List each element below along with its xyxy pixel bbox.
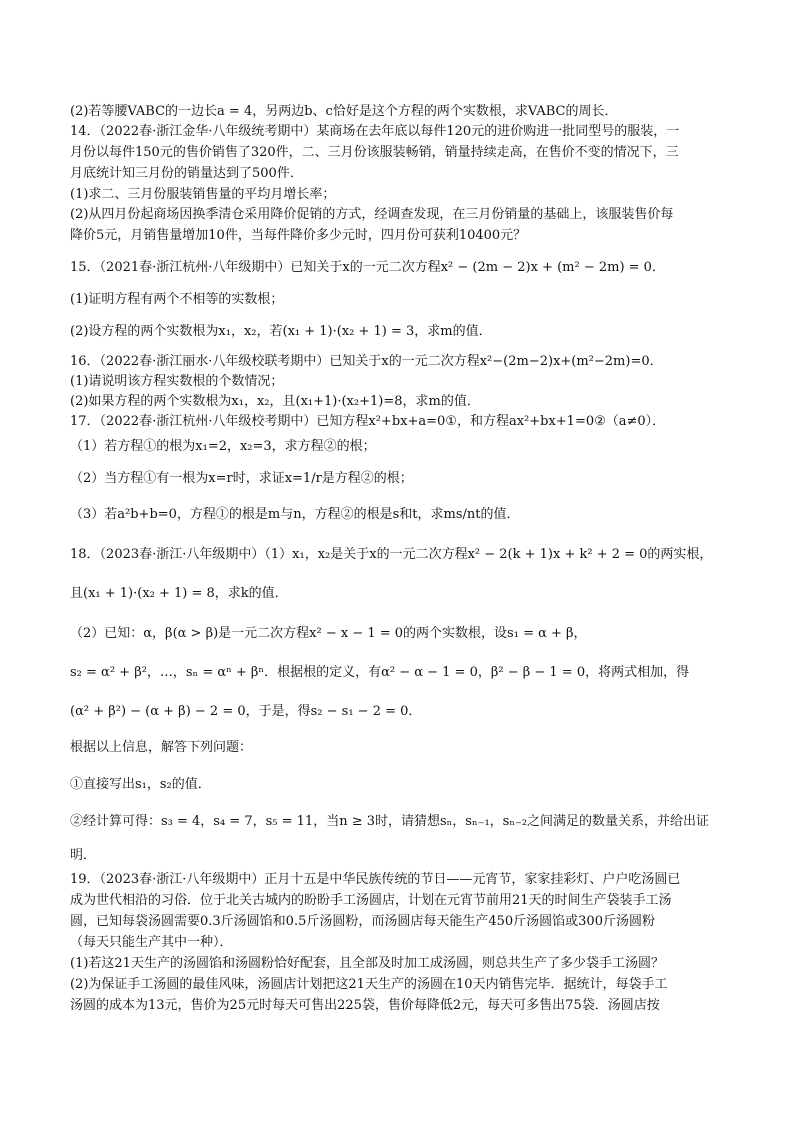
text-line: 成为世代相沿的习俗．位于北关古城内的盼盼手工汤圆店，计划在元宵节前用21天的时间生产袋装手工汤 [70, 893, 672, 908]
text-line: （2）当方程①有一根为x=r时，求证x=1/r是方程②的根； [70, 471, 413, 486]
text-line: （2）已知：α，β(α > β)是一元二次方程x² − x − 1 = 0的两个实数根，设s₁ = α + β， [70, 626, 587, 641]
text-line: (2)如果方程的两个实数根为x₁，x₂，且(x₁+1)·(x₂+1)=8，求m的值． [70, 394, 480, 409]
text-line: (2)从四月份起商场因换季清仓采用降价促销的方式，经调查发现，在三月份销量的基础上，该服装售价每 [70, 207, 674, 222]
text-line: 18．（2023春·浙江·八年级期中）（1）x₁，x₂是关于x的一元二次方程x² − 2(k + 1)x + k² + 2 = 0的两实根， [70, 547, 713, 562]
text-line: ①直接写出s₁，s₂的值． [70, 777, 211, 792]
text-line: (1)证明方程有两个不相等的实数根； [70, 292, 284, 307]
text-line: （1）若方程①的根为x₁=2，x₂=3，求方程②的根； [70, 439, 376, 454]
text-line: (1)若这21天生产的汤圆馅和汤圆粉恰好配套，且全部及时加工成汤圆，则总共生产了多少袋手工汤圆？ [70, 956, 664, 971]
text-line: 且(x₁ + 1)·(x₂ + 1) = 8，求k的值． [70, 586, 288, 601]
text-line: 明． [70, 848, 97, 863]
text-line: 19．（2023春·浙江·八年级期中）正月十五是中华民族传统的节日——元宵节，家家挂彩灯、户户吃汤圆已 [70, 872, 681, 887]
text-line: 降价5元，月销售量增加10件，当每件降价多少元时，四月份可获利10400元？ [70, 228, 527, 243]
text-line: (1)求二、三月份服装销售量的平均月增长率； [70, 187, 336, 202]
text-line: 汤圆的成本为13元，售价为25元时每天可售出225袋，售价每降低2元，每天可多售出75袋．汤圆店按 [70, 998, 660, 1013]
text-line: 15．（2021春·浙江杭州·八年级期中）已知关于x的一元二次方程x² − (2m − 2)x + (m² − 2m) = 0． [70, 260, 665, 275]
text-line: （3）若a²b+b=0，方程①的根是m与n，方程②的根是s和t，求ms/nt的值． [70, 507, 520, 522]
text-line: (1)请说明该方程实数根的个数情况； [70, 374, 284, 389]
text-line: 圆，已知每袋汤圆需要0.3斤汤圆馅和0.5斤汤圆粉，而汤圆店每天能生产450斤汤圆馅或300斤汤圆粉 [70, 914, 655, 929]
text-line: 14．（2022春·浙江金华·八年级统考期中）某商场在去年底以每件120元的进价购进一批同型号的服装，一 [70, 124, 680, 139]
text-line: 17．（2022春·浙江杭州·八年级校考期中）已知方程x²+bx+a=0①，和方程ax²+bx+1=0②（a≠0）． [70, 414, 666, 429]
text-line: s₂ = α² + β²，…，sₙ = αⁿ + βⁿ．根据根的定义，有α² − α − 1 = 0，β² − β − 1 = 0，将两式相加，得 [70, 665, 690, 680]
text-line: 16．（2022春·浙江丽水·八年级校联考期中）已知关于x的一元二次方程x²−(2m−2)x+(m²−2m)=0． [70, 354, 663, 369]
text-line: ②经计算可得：s₃ = 4，s₄ = 7，s₅ = 11，当n ≥ 3时，请猜想sₙ，sₙ₋₁，sₙ₋₂之间满足的数量关系，并给出证 [70, 814, 710, 829]
text-line: (2)为保证手工汤圆的最佳风味，汤圆店计划把这21天生产的汤圆在10天内销售完毕．据统计，每袋手工 [70, 977, 668, 992]
text-line: 月份以每件150元的售价销售了320件，二、三月份该服装畅销，销量持续走高，在售价不变的情况下，三 [70, 145, 679, 160]
text-line: (2)若等腰VABC的一边长a = 4，另两边b、c恰好是这个方程的两个实数根，求VABC的周长． [70, 104, 618, 119]
text-line: (α² + β²) − (α + β) − 2 = 0，于是，得s₂ − s₁ − 2 = 0． [70, 704, 422, 719]
text-line: 月底统计知三月份的销量达到了500件． [70, 166, 303, 181]
text-line: (2)设方程的两个实数根为x₁，x₂，若(x₁ + 1)·(x₂ + 1) = 3，求m的值． [70, 324, 492, 339]
text-line: 根据以上信息，解答下列问题： [70, 740, 253, 755]
text-line: （每天只能生产其中一种）． [70, 935, 233, 950]
